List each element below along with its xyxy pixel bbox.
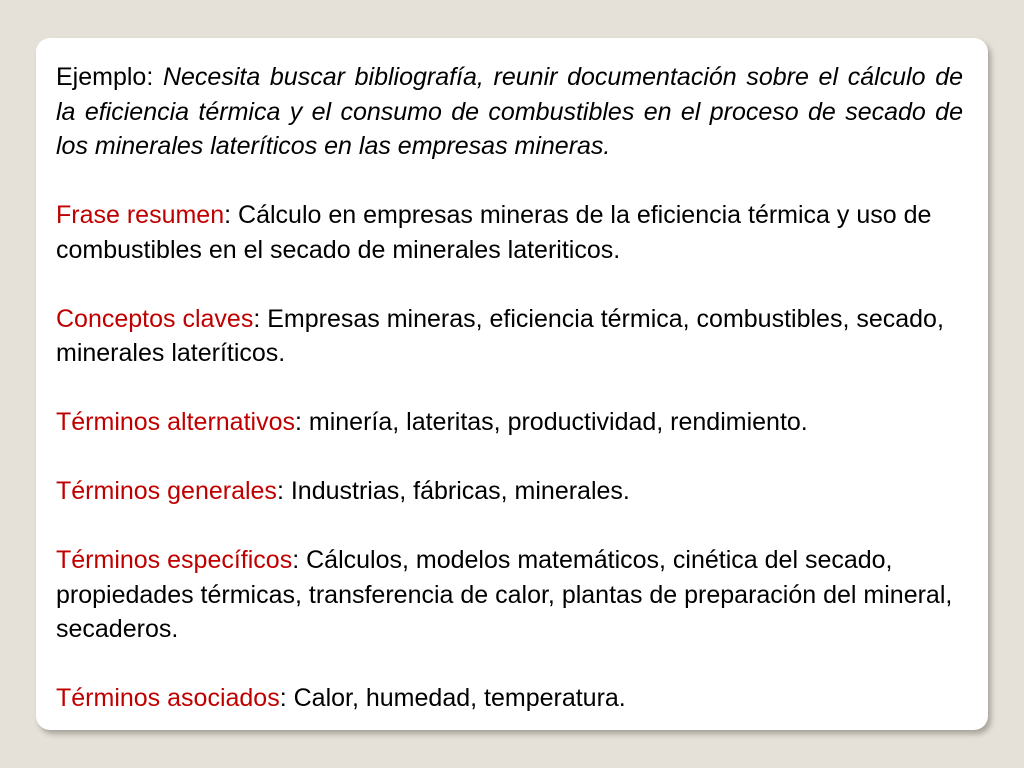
term-text: Cálculo en empresas mineras de la eficiencia térmica y uso de combustibles en el secado de minerales lateriticos. <box>56 201 932 264</box>
section-terminos-generales <box>56 474 963 509</box>
section-frase-resumen <box>56 198 963 267</box>
term-label: Términos alternativos <box>56 408 295 436</box>
section-conceptos-claves <box>56 302 963 371</box>
example-label: Ejemplo: <box>56 63 154 91</box>
section-terminos-asociados <box>56 681 963 716</box>
term-label: Términos específicos <box>56 546 293 574</box>
term-label: Frase resumen <box>56 201 225 229</box>
term-separator: : <box>279 684 294 712</box>
term-separator: : <box>224 201 239 229</box>
term-text: Empresas mineras, eficiencia térmica, combustibles, secado, minerales lateríticos. <box>56 304 944 367</box>
term-separator: : <box>292 546 307 574</box>
term-text: Cálculos, modelos matemáticos, cinética del secado, propiedades térmicas, transferencia de calor, plantas de preparación del mineral, secaderos. <box>56 546 953 643</box>
term-label: Términos generales <box>56 477 277 505</box>
slide-card <box>36 38 988 730</box>
term-separator: : <box>253 304 268 333</box>
term-text: Calor, humedad, temperatura. <box>293 684 626 712</box>
example-paragraph <box>56 60 963 164</box>
section-terminos-alternativos <box>56 405 963 440</box>
term-label: Términos asociados <box>56 684 280 712</box>
slide-content <box>56 60 963 730</box>
term-text: minería, lateritas, productividad, rendimiento. <box>308 408 808 436</box>
section-terminos-especificos <box>56 543 963 647</box>
term-text: Industrias, fábricas, minerales. <box>290 477 630 505</box>
term-label: Conceptos claves <box>56 304 254 333</box>
term-separator: : <box>294 408 309 436</box>
term-separator: : <box>276 477 291 505</box>
example-text: Necesita buscar bibliografía, reunir documentación sobre el cálculo de la eficiencia térmica y el consumo de combustibles en el proceso de secado de los minerales lateríticos en las empresas mineras. <box>56 63 963 160</box>
